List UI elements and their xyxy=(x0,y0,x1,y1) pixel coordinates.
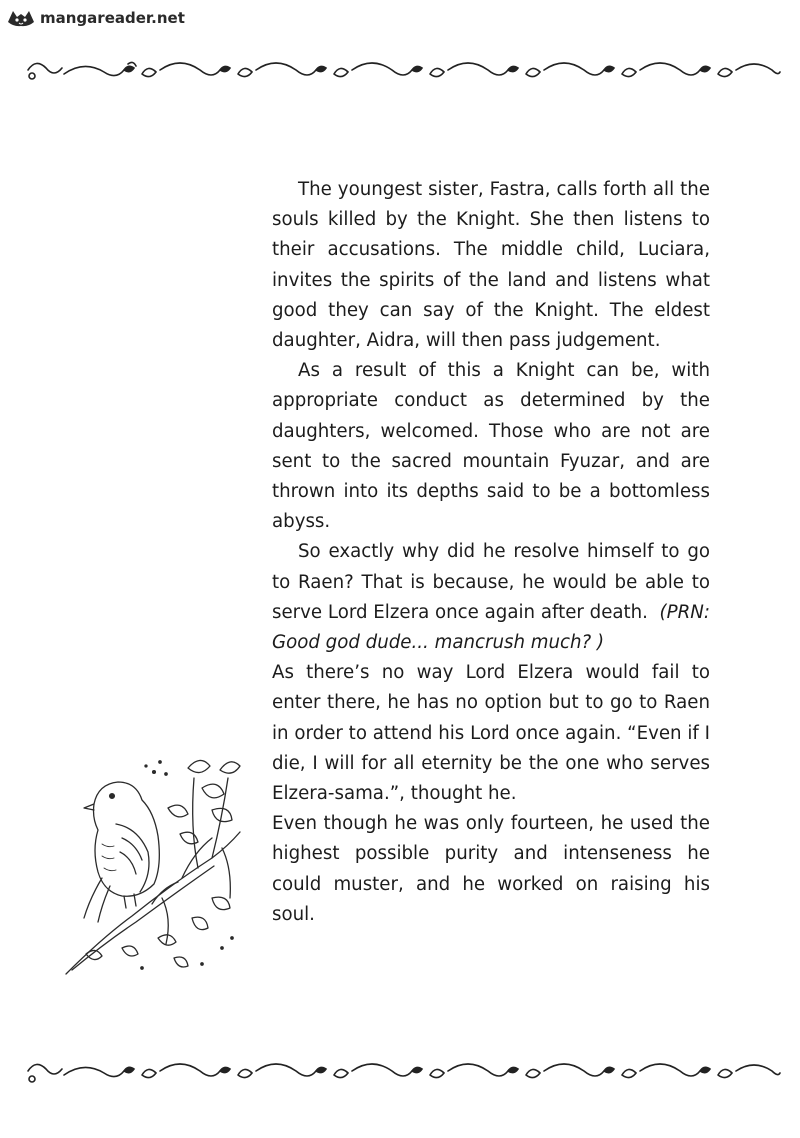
story-text xyxy=(272,175,710,930)
paragraph-3 xyxy=(272,537,710,658)
top-ornament-border xyxy=(24,52,784,92)
watermark-text: mangareader.net xyxy=(40,9,185,27)
watermark xyxy=(6,6,185,30)
bird-on-branch-icon xyxy=(62,748,244,984)
paragraph-2: As a result of this a Knight can be, with appropriate conduct as determined by the daughters, welcomed. Those who are not are sent to the sacred mountain Fyuzar, and are thrown into its depths said to be a bottomless abyss. xyxy=(272,360,710,533)
paragraph-1: The youngest sister, Fastra, calls forth all the souls killed by the Knight. She then listens to their accusations. The middle child, Luciara, invites the spirits of the land and listens what good they can say of the Knight. The eldest daughter, Aidra, will then pass judgement. xyxy=(272,179,710,352)
translator-note: (PRN: Good god dude... mancrush much? ) xyxy=(272,601,710,654)
paragraph-5: Even though he was only fourteen, he used the highest possible purity and intenseness he could muster, and he worked on raising his soul. xyxy=(272,813,710,925)
bottom-ornament-border xyxy=(24,1053,784,1093)
paragraph-3-text: So exactly why did he resolve himself to go to Raen? That is because, he would be able to serve Lord Elzera once again after death. xyxy=(272,541,710,623)
fox-head-icon xyxy=(6,8,36,28)
paragraph-4: As there’s no way Lord Elzera would fail to enter there, he has no option but to go to Raen in order to attend his Lord once again. “Even if I die, I will for all eternity be the one who serves Elzera-sama.”, thought he. xyxy=(272,662,710,805)
